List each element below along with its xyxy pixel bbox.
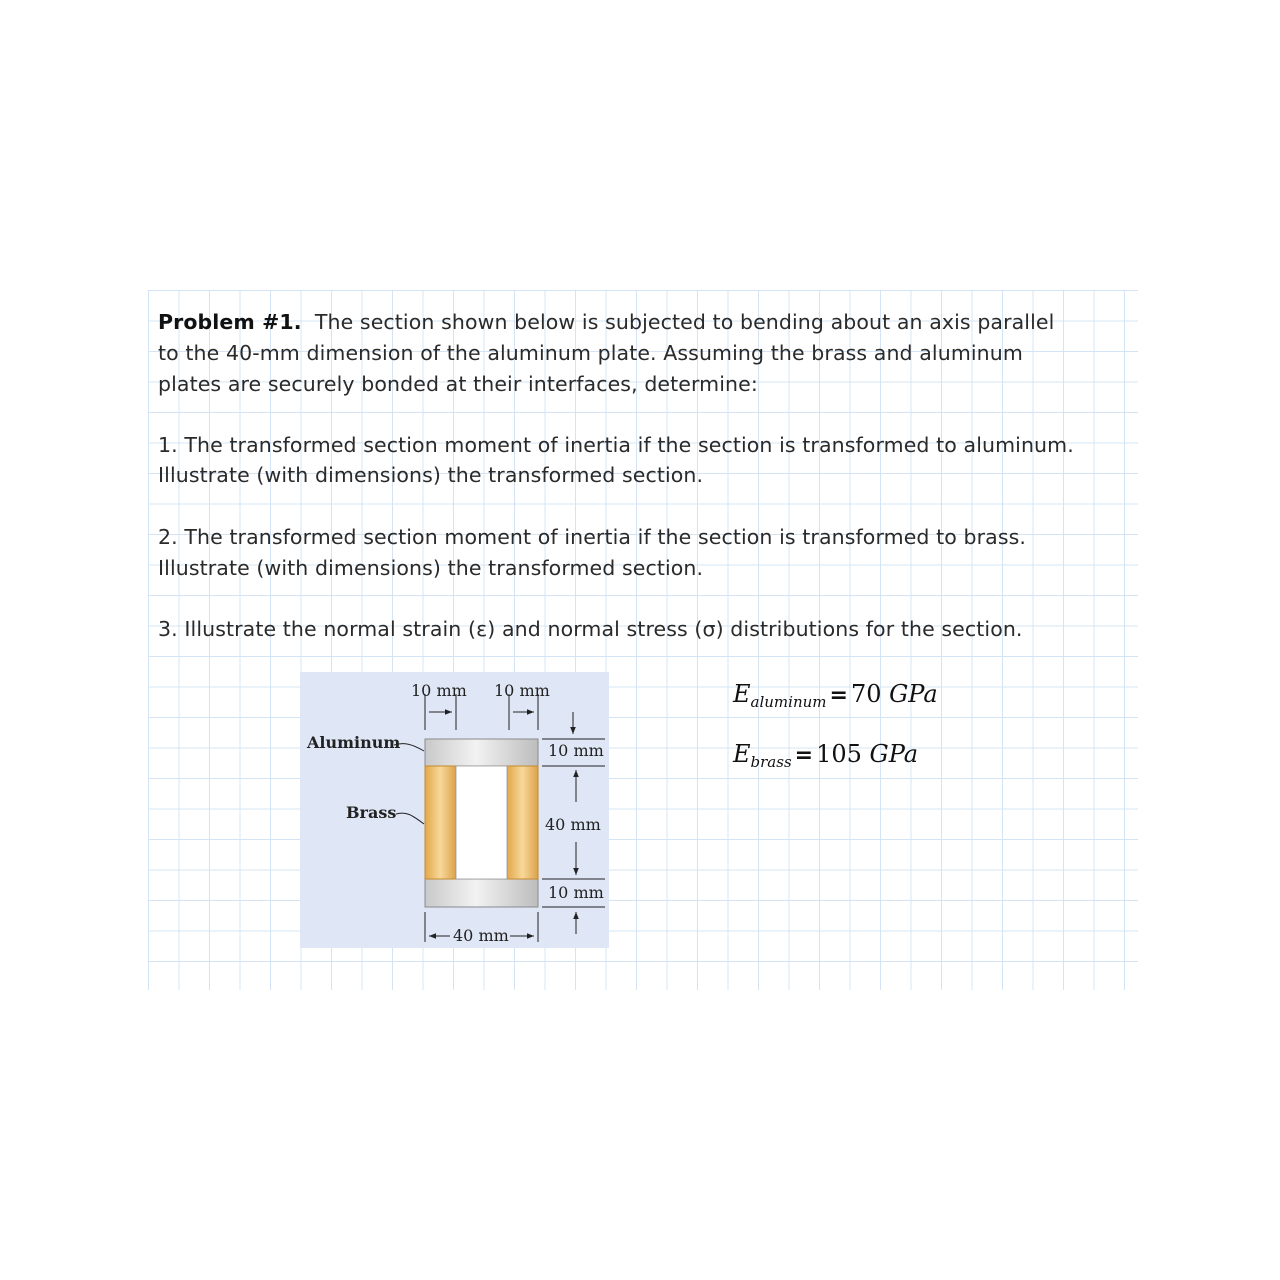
aluminum-top-plate <box>425 739 538 766</box>
aluminum-bottom-plate <box>425 879 538 907</box>
leader-lines <box>394 744 424 824</box>
aluminum-label: Aluminum <box>307 733 401 752</box>
task-1-line-1: 1. The transformed section moment of inertia if the section is transformed to aluminum. <box>158 433 1074 457</box>
task-3-line-1: 3. Illustrate the normal strain (ε) and normal stress (σ) distributions for the section. <box>158 617 1023 641</box>
section-diagram <box>300 672 609 948</box>
problem-line-3: plates are securely bonded at their interfaces, determine: <box>158 372 758 396</box>
brass-right-plate <box>507 766 538 879</box>
brass-modulus-equals: = <box>794 743 814 768</box>
aluminum-modulus-unit: GPa <box>889 680 938 708</box>
brass-modulus-symbol: E <box>733 740 751 768</box>
brass-modulus-unit: GPa <box>869 740 919 768</box>
top-dim-right-label: 10 mm <box>494 681 550 700</box>
hollow-interior <box>456 766 507 879</box>
brass-left-plate <box>425 766 456 879</box>
aluminum-modulus-value: 70 <box>850 680 882 708</box>
top-dim-left-label: 10 mm <box>411 681 467 700</box>
problem-text-1: The section shown below is subjected to bending about an axis parallel <box>314 310 1055 334</box>
task-1-line-2: Illustrate (with dimensions) the transformed section. <box>158 463 704 487</box>
grid-paper <box>148 290 1138 990</box>
aluminum-modulus-subscript: aluminum <box>750 693 827 711</box>
task-2-line-1: 2. The transformed section moment of inertia if the section is transformed to brass. <box>158 525 1027 549</box>
bottom-dim-label: 40 mm <box>453 926 509 945</box>
aluminum-modulus-symbol: E <box>733 680 751 708</box>
aluminum-modulus <box>733 680 938 711</box>
brass-modulus <box>733 740 918 771</box>
brass-modulus-value: 105 <box>816 740 862 768</box>
right-dim-middle-label: 40 mm <box>545 815 601 834</box>
right-dim-top-label: 10 mm <box>548 741 604 760</box>
problem-line-1 <box>158 310 1054 334</box>
task-2-line-2: Illustrate (with dimensions) the transformed section. <box>158 556 704 580</box>
aluminum-modulus-equals: = <box>829 683 848 708</box>
problem-line-2: to the 40-mm dimension of the aluminum plate. Assuming the brass and aluminum <box>158 341 1023 365</box>
problem-heading: Problem #1. <box>158 310 302 334</box>
section-figure <box>300 672 609 948</box>
right-dim-bottom-label: 10 mm <box>548 883 604 902</box>
brass-modulus-subscript: brass <box>750 753 792 771</box>
brass-label: Brass <box>346 803 397 822</box>
